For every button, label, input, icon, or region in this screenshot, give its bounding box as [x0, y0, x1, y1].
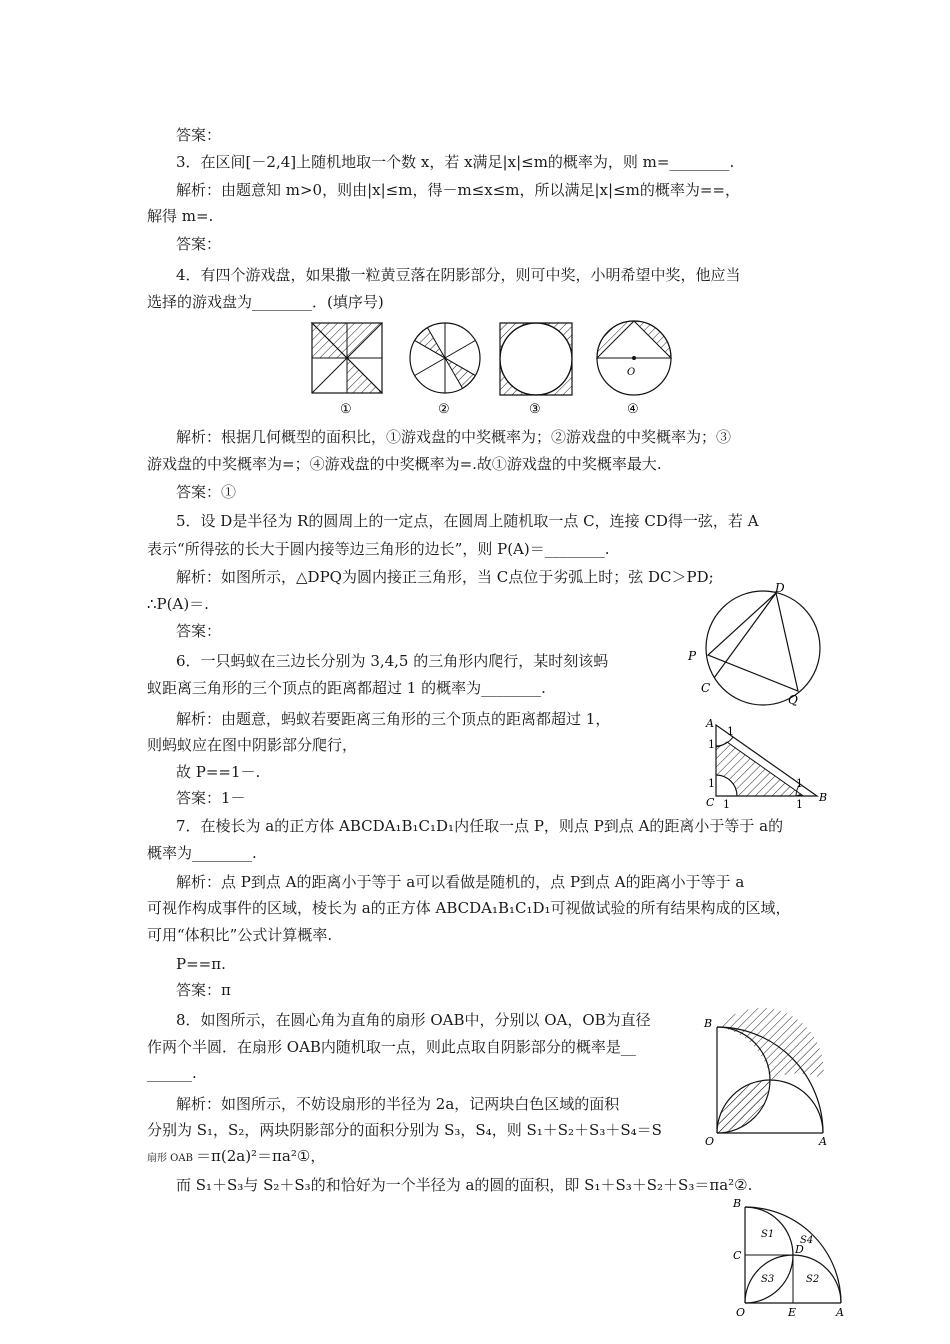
label-S2: S2: [806, 1274, 820, 1285]
problem-7-solution: 解析：点 P到点 A的距离小于等于 a可以看做是随机的，点 P到点 A的距离小于等于 a: [176, 873, 745, 891]
sector-figure: [702, 1013, 832, 1148]
problem-5-statement-cont: 表示“所得弦的长大于圆内接等边三角形的边长”，则 P(A)＝________.: [147, 540, 610, 558]
radius-label: 1: [723, 798, 730, 811]
problem-8-solution-cont: 分别为 S₁，S₂，两块阴影部分的面积分别为 S₃，S₄，则 S₁＋S₂＋S₃＋S₄＝S: [147, 1121, 662, 1139]
game-boards-figure: [300, 318, 660, 418]
problem-7-formula: P==π.: [176, 955, 226, 973]
problem-6-solution-cont: 则蚂蚁应在图中阴影部分爬行，: [147, 736, 358, 754]
circle-triangle-figure: [688, 581, 848, 708]
label-A: A: [836, 1306, 844, 1319]
label-A: A: [706, 717, 714, 730]
label-S3: S3: [761, 1274, 775, 1285]
problem-6-statement: 6．一只蚂蚁在三边长分别为 3,4,5 的三角形内爬行，某时刻该蚂: [176, 652, 609, 670]
label-A: A: [819, 1135, 827, 1148]
problem-7-solution-cont2: 可用“体积比”公式计算概率.: [147, 926, 333, 944]
label-D: D: [795, 1243, 804, 1256]
answer-label: 答案：π: [176, 981, 231, 999]
problem-6-solution-formula: 故 P==1－.: [176, 763, 261, 781]
label-C: C: [733, 1249, 742, 1262]
answer-label: 答案：: [176, 622, 222, 640]
label-D: D: [775, 581, 785, 595]
board-label-1: ①: [340, 402, 352, 417]
problem-8-solution-subscript: 扇形 OAB: [147, 1153, 193, 1164]
problem-5-solution: 解析：如图所示，△DPQ为圆内接正三角形，当 C点位于劣弧上时；弦 DC＞PD;: [176, 568, 714, 586]
problem-3-solution-cont: 解得 m=.: [147, 207, 214, 225]
answer-label: 答案：①: [176, 483, 237, 501]
label-P: P: [688, 649, 697, 663]
radius-label: 1: [796, 777, 803, 790]
problem-4-statement: 4．有四个游戏盘，如果撒一粒黄豆落在阴影部分，则可中奖，小明希望中奖，他应当: [176, 266, 741, 284]
problem-6-statement-cont: 蚁距离三角形的三个顶点的距离都超过 1 的概率为________.: [147, 679, 546, 697]
radius-label: 1: [796, 798, 803, 811]
game-board-4: [597, 321, 671, 395]
problem-8-solution-formula: ＝π(2a)²＝πa²①，: [196, 1147, 326, 1165]
problem-4-solution: 解析：根据几何概型的面积比，①游戏盘的中奖概率为；②游戏盘的中奖概率为；③: [176, 428, 732, 446]
problem-5-statement: 5．设 D是半径为 R的圆周上的一定点，在圆周上随机取一点 C，连接 CD得一弦，若 A: [176, 512, 759, 530]
problem-7-statement: 7．在棱长为 a的正方体 ABCDA₁B₁C₁D₁内任取一点 P，则点 P到点 A的距离小于等于 a的: [176, 817, 784, 835]
labeled-sector-figure: [728, 1195, 858, 1320]
board-center-label: O: [627, 367, 636, 378]
problem-8-solution: 解析：如图所示，不妨设扇形的半径为 2a，记两块白色区域的面积: [176, 1095, 620, 1113]
board-label-4: ④: [627, 402, 639, 417]
label-B: B: [733, 1197, 742, 1210]
right-triangle-figure: [700, 715, 840, 810]
problem-3-statement: 3．在区间[－2,4]上随机地取一个数 x，若 x满足|x|≤m的概率为，则 m=________.: [176, 153, 735, 171]
problem-6-solution: 解析：由题意，蚂蚁若要距离三角形的三个顶点的距离都超过 1，: [176, 710, 611, 728]
label-S4: S4: [800, 1235, 814, 1246]
game-board-3: [500, 323, 572, 395]
label-B: B: [819, 791, 828, 804]
problem-7-solution-cont: 可视作构成事件的区域，棱长为 a的正方体 ABCDA₁B₁C₁D₁可视做试验的所有结果构成的区域，: [147, 899, 791, 917]
label-O: O: [736, 1306, 746, 1319]
label-S1: S1: [761, 1229, 775, 1240]
label-O: O: [705, 1135, 715, 1148]
problem-8-statement-cont2: ______.: [147, 1064, 197, 1082]
problem-8-statement: 8．如图所示，在圆心角为直角的扇形 OAB中，分别以 OA，OB为直径: [176, 1011, 651, 1029]
game-board-2: [410, 323, 480, 393]
board-label-3: ③: [529, 402, 541, 417]
problem-4-statement-cont: 选择的游戏盘为________．(填序号): [147, 293, 384, 311]
answer-label: 答案：: [176, 126, 222, 144]
radius-label: 1: [708, 777, 715, 790]
board-label-2: ②: [438, 402, 450, 417]
problem-8-statement-cont: 作两个半圆．在扇形 OAB内随机取一点，则此点取自阴影部分的概率是__: [147, 1038, 636, 1056]
label-C: C: [701, 681, 711, 695]
radius-label: 1: [727, 725, 734, 738]
label-E: E: [788, 1306, 797, 1319]
problem-4-solution-cont: 游戏盘的中奖概率为=；④游戏盘的中奖概率为=.故①游戏盘的中奖概率最大.: [147, 455, 662, 473]
radius-label: 1: [708, 738, 715, 751]
answer-label: 答案：1－: [176, 789, 246, 807]
answer-label: 答案：: [176, 235, 222, 253]
game-board-1: [312, 323, 382, 393]
label-B: B: [704, 1017, 713, 1030]
label-C: C: [706, 796, 715, 809]
problem-3-solution: 解析：由题意知 m>0，则由|x|≤m，得－m≤x≤m，所以满足|x|≤m的概率为==，: [176, 181, 741, 199]
problem-8-solution-cont2: 而 S₁＋S₃与 S₂＋S₃的和恰好为一个半径为 a的圆的面积，即 S₁＋S₃＋S₂＋S₃＝πa²②.: [176, 1176, 753, 1194]
problem-7-statement-cont: 概率为________.: [147, 844, 257, 862]
problem-5-solution-cont: ∴P(A)＝.: [147, 595, 209, 613]
label-Q: Q: [788, 693, 798, 707]
